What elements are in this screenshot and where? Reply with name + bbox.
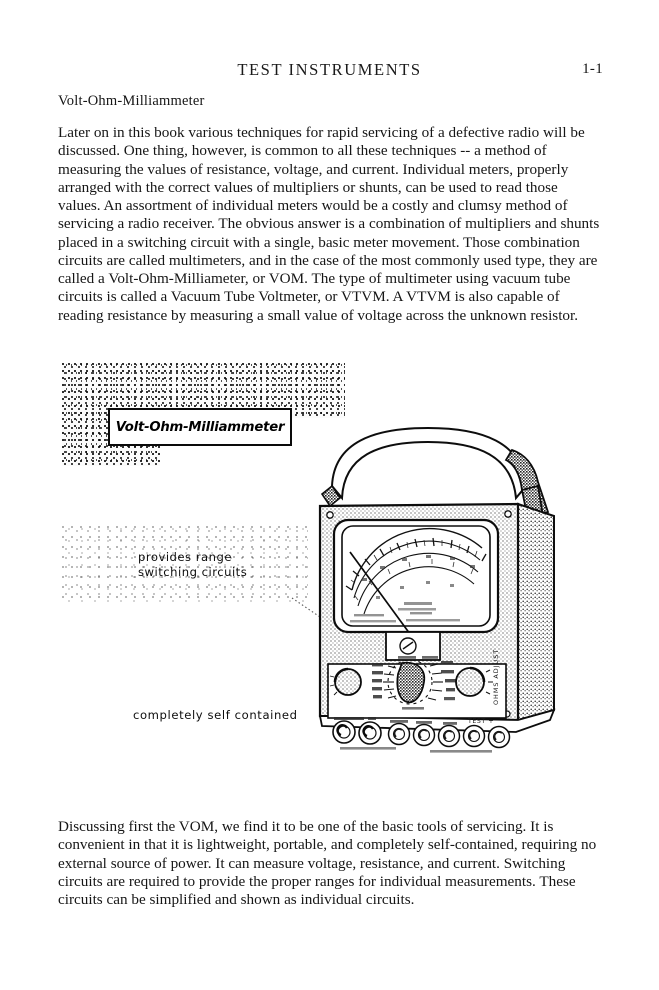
vom-screw-top-right <box>505 511 511 517</box>
vom-jack <box>464 726 485 747</box>
paragraph-text: Discussing first the VOM, we find it to be one of the basic tools of servicing. It is convenient in that it is lightweight, portable, and completely self-contained, requiring no external source of power. It can measure voltage, resistance, and current. Switching circuits are required to provide the proper ranges for individual measurements. These circuits can be simplified and shown as individual circuits. <box>58 818 597 908</box>
figure-title-plate-label: Volt-Ohm-Milliammeter <box>115 419 285 435</box>
vom-jack <box>489 727 510 748</box>
vom-case-right-side <box>518 504 554 720</box>
vom-jack <box>333 721 355 743</box>
callout-provides-range <box>138 550 298 580</box>
vom-zero-adjust <box>386 632 440 660</box>
vom-panel-footer-marks <box>340 747 492 753</box>
vom-jack <box>414 725 435 746</box>
section-heading: Volt-Ohm-Milliammeter <box>58 93 205 109</box>
page-number: 1-1 <box>582 61 603 77</box>
callout-provides-range-line2: switching circuits <box>138 565 248 579</box>
vom-jack <box>359 722 381 744</box>
figure-vom-illustration <box>0 358 659 798</box>
vom-jack-label-test: TEST + <box>468 718 495 725</box>
callout-completely-self-contained: completely self contained <box>133 708 298 722</box>
vom-instrument-drawing <box>310 420 590 760</box>
paragraph-text: Later on in this book various techniques for rapid servicing of a defective radio will be discussed. One thing, however, is common to all these techniques -- a method of measuring the values of resistance, voltage, and current. Individual meters, properly arranged with the correct values of multipliers or shunts, can be used to read those values. An assortment of individual meters would be a costly and clumsy method of servicing a radio receiver. The obvious answer is a combination of multipliers and shunts placed in a switching circuit with a single, basic meter movement. Those combination circuits are called multimeters, and in the case of the most commonly used type, they are called a Volt-Ohm-Milliameter, or VOM. The type of multimeter using vacuum tube circuits is called a Vacuum Tube Voltmeter, or VTVM. A VTVM is also capable of reading resistance by measuring a small value of voltage across the unknown resistor. <box>58 124 600 324</box>
body-paragraph-top <box>58 124 603 325</box>
vom-jack <box>389 724 410 745</box>
figure-title-plate <box>108 408 292 446</box>
running-head-title: TEST INSTRUMENTS <box>237 60 422 79</box>
body-paragraph-bottom <box>58 818 603 909</box>
vom-jack <box>439 726 460 747</box>
vom-screw-top-left <box>327 512 333 518</box>
callout-provides-range-line1: provides range <box>138 550 232 564</box>
vom-panel-vertical-label: OHMS ADJUST <box>492 648 500 705</box>
running-head <box>0 60 659 82</box>
